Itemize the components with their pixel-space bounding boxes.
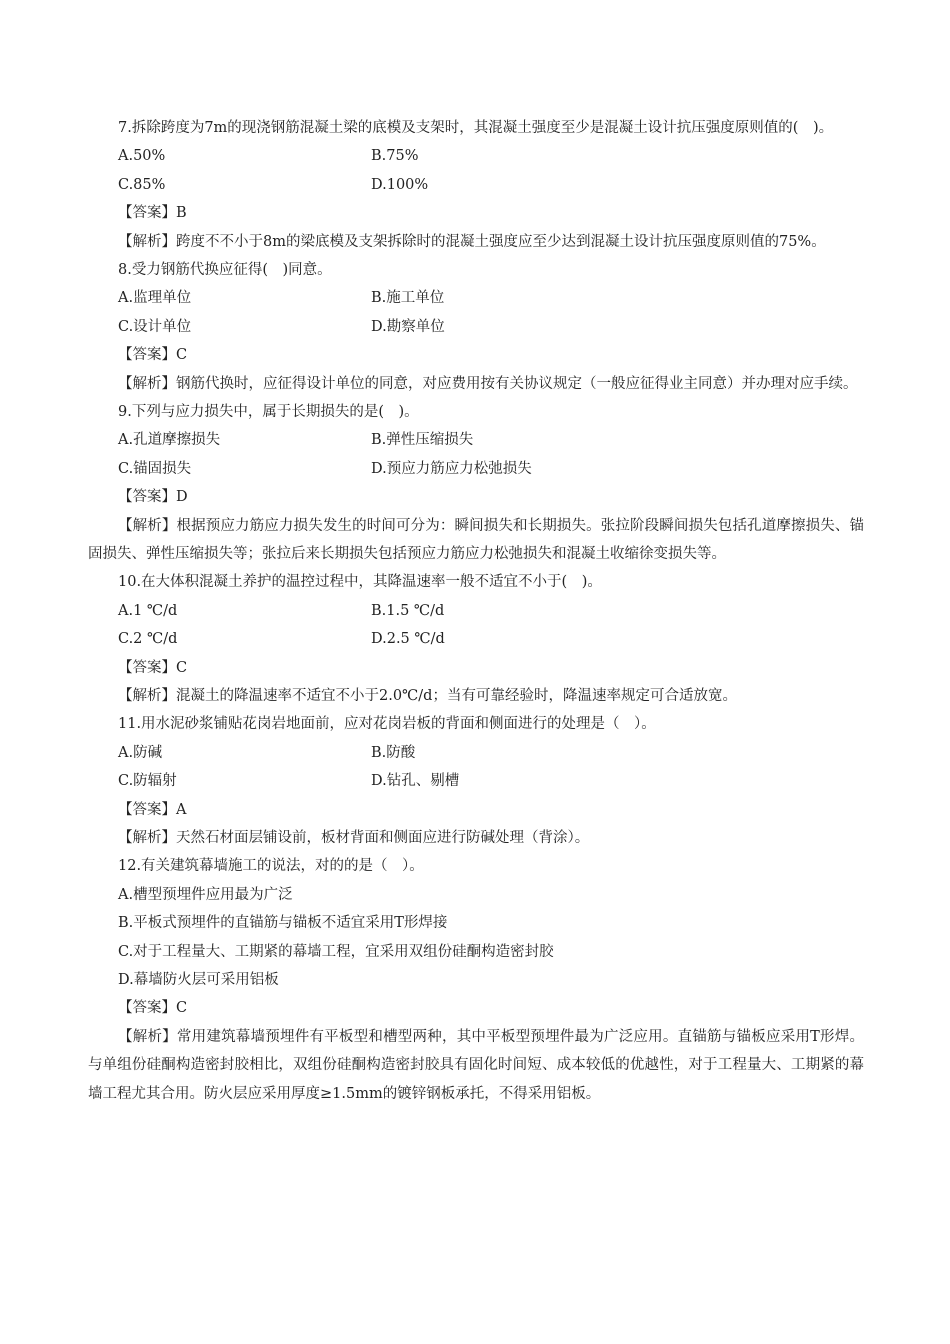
option-a: A.孔道摩擦损失 bbox=[118, 432, 221, 449]
option-a: A.防碱 bbox=[118, 744, 163, 761]
option-c: C.对于工程量大、工期紧的幕墙工程，宜采用双组份硅酮构造密封胶 bbox=[118, 943, 554, 960]
option-b: B.1.5 ℃/d bbox=[371, 602, 445, 619]
option-a: A.槽型预埋件应用最为广泛 bbox=[118, 886, 293, 903]
question-11-stem: 11.用水泥砂浆铺贴花岗岩地面前，应对花岗岩板的背面和侧面进行的处理是（ ）。 bbox=[118, 716, 656, 733]
question-8-options-row-1 bbox=[88, 284, 864, 312]
option-c: C.防辐射 bbox=[118, 773, 177, 790]
option-c: C.2 ℃/d bbox=[118, 631, 178, 648]
option-b: B.平板式预埋件的直锚筋与锚板不适宜采用T形焊接 bbox=[118, 915, 448, 932]
question-11-analysis: 【解析】天然石材面层铺设前，板材背面和侧面应进行防碱处理（背涂）。 bbox=[118, 829, 590, 846]
option-d: D.预应力筋应力松弛损失 bbox=[371, 460, 532, 477]
option-b: B.弹性压缩损失 bbox=[371, 432, 474, 449]
question-11-options-row-2 bbox=[88, 767, 864, 795]
option-b: B.75% bbox=[371, 148, 419, 165]
document-page bbox=[88, 114, 864, 1108]
question-7-options-row-2 bbox=[88, 171, 864, 199]
question-10-answer: 【答案】C bbox=[118, 659, 188, 676]
option-d: D.勘察单位 bbox=[371, 318, 445, 335]
question-8-answer: 【答案】C bbox=[118, 347, 188, 364]
question-12-answer: 【答案】C bbox=[118, 1000, 188, 1017]
option-c: C.设计单位 bbox=[118, 318, 192, 335]
option-a: A.监理单位 bbox=[118, 290, 192, 307]
question-10-analysis: 【解析】混凝土的降温速率不适宜不小于2.0℃/d；当有可靠经验时，降温速率规定可合适放宽。 bbox=[118, 687, 737, 704]
question-9-options-row-2 bbox=[88, 455, 864, 483]
question-7-options-row-1 bbox=[88, 142, 864, 170]
option-c: C.85% bbox=[118, 176, 166, 193]
question-9-answer: 【答案】D bbox=[118, 489, 188, 506]
question-7-analysis: 【解析】跨度不不小于8m的梁底模及支架拆除时的混凝土强度应至少达到混凝土设计抗压强度原则值的75%。 bbox=[118, 233, 826, 250]
option-a: A.1 ℃/d bbox=[118, 602, 178, 619]
question-11-options-row-1 bbox=[88, 739, 864, 767]
question-9-options-row-1 bbox=[88, 426, 864, 454]
option-d: D.钻孔、剔槽 bbox=[371, 773, 460, 790]
question-7-stem: 7.拆除跨度为7m的现浇钢筋混凝土梁的底模及支架时，其混凝土强度至少是混凝土设计抗压强度原则值的( )。 bbox=[118, 120, 834, 136]
question-10-stem: 10.在大体积混凝土养护的温控过程中，其降温速率一般不适宜不小于( )。 bbox=[118, 574, 602, 591]
option-a: A.50% bbox=[118, 148, 166, 165]
option-b: B.施工单位 bbox=[371, 290, 445, 307]
question-7-answer: 【答案】B bbox=[118, 205, 187, 222]
question-10-options-row-1 bbox=[88, 597, 864, 625]
option-b: B.防酸 bbox=[371, 744, 416, 761]
option-d: D.100% bbox=[371, 176, 429, 193]
option-d: D.幕墙防火层可采用铝板 bbox=[118, 971, 279, 988]
question-12-analysis: 【解析】常用建筑幕墙预埋件有平板型和槽型两种，其中平板型预埋件最为广泛应用。直锚筋与锚板应采用T形焊。与单组份硅酮构造密封胶相比，双组份硅酮构造密封胶具有固化时间短、成本较低的优越性，对于工程量大、工期紧的幕墙工程尤其合用。防火层应采用厚度≥1.5mm的镀锌钢板承托，不得采用铝板。 bbox=[88, 1028, 864, 1102]
question-9-analysis: 【解析】根据预应力筋应力损失发生的时间可分为：瞬间损失和长期损失。张拉阶段瞬间损失包括孔道摩擦损失、锚固损失、弹性压缩损失等；张拉后来长期损失包括预应力筋应力松弛损失和混凝土收缩徐变损失等。 bbox=[88, 517, 864, 562]
option-c: C.锚固损失 bbox=[118, 460, 192, 477]
question-8-stem: 8.受力钢筋代换应征得( )同意。 bbox=[118, 261, 332, 278]
question-8-options-row-2 bbox=[88, 313, 864, 341]
question-8-analysis: 【解析】钢筋代换时，应征得设计单位的同意，对应费用按有关协议规定（一般应征得业主同意）并办理对应手续。 bbox=[118, 375, 858, 392]
question-9-stem: 9.下列与应力损失中，属于长期损失的是( )。 bbox=[118, 403, 419, 420]
question-10-options-row-2 bbox=[88, 625, 864, 653]
question-11-answer: 【答案】A bbox=[118, 801, 187, 818]
option-d: D.2.5 ℃/d bbox=[371, 631, 445, 648]
question-12-stem: 12.有关建筑幕墙施工的说法，对的的是（ ）。 bbox=[118, 858, 424, 875]
